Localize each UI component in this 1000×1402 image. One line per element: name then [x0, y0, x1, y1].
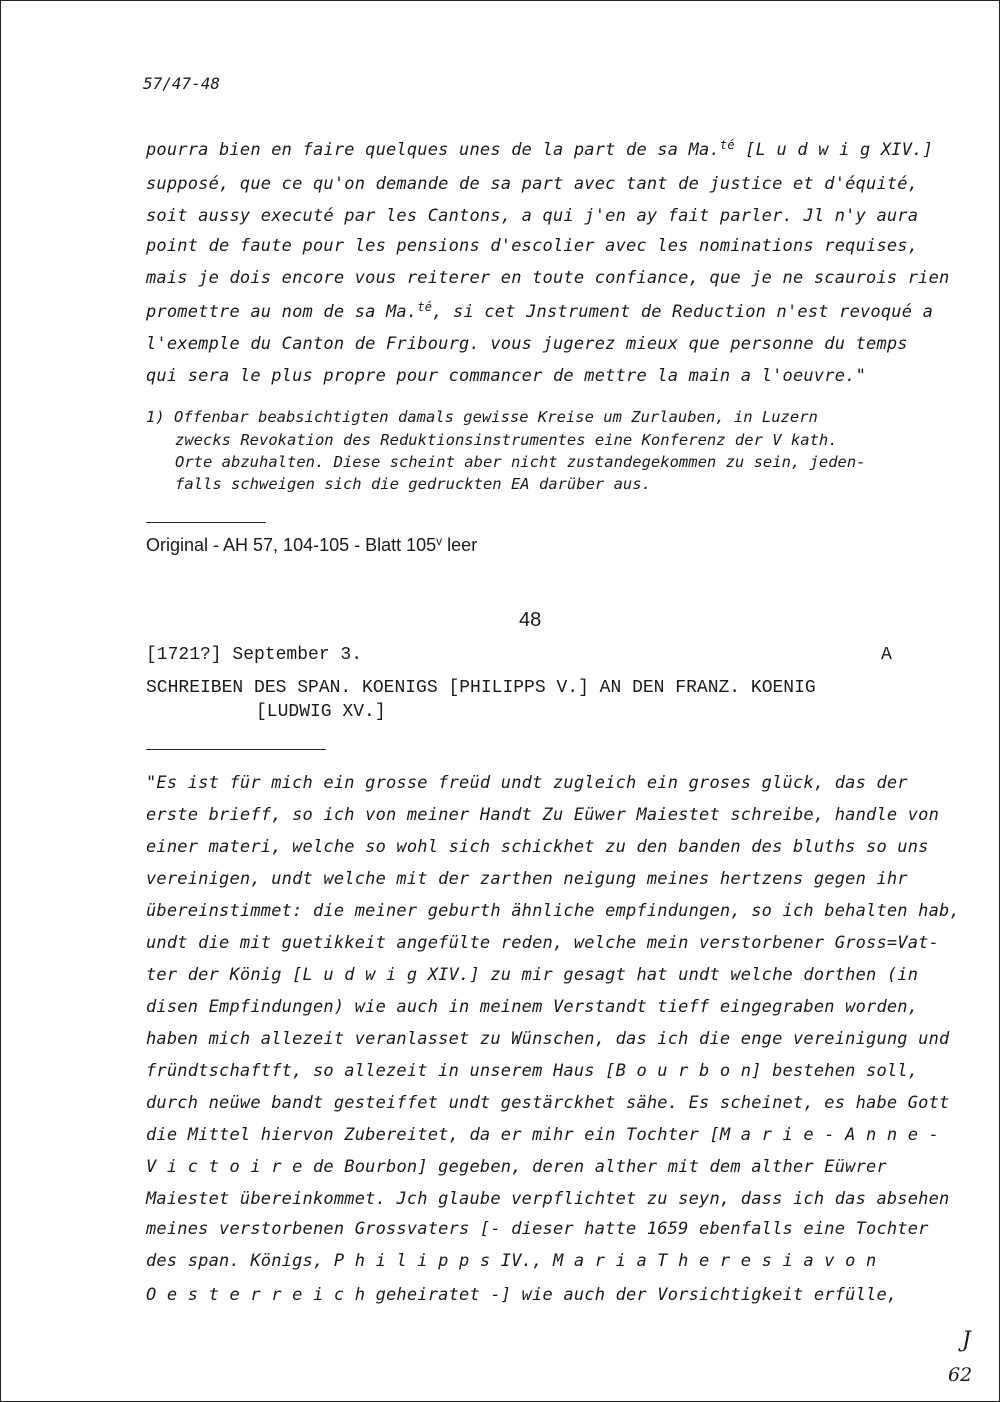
- letter1-line-1: pourra bien en faire quelques unes de la part de sa Ma.$^{té}$ [L u d w i g XIV.]: [146, 138, 934, 160]
- title-rule: [146, 749, 326, 750]
- letter1-line-3: soit aussy executé par les Cantons, a qui j'en ay fait parler. Jl n'y aura: [146, 206, 919, 226]
- document-number: 48: [519, 609, 542, 631]
- letter2-line-14: Maiestet übereinkommet. Jch glaube verpflichtet zu seyn, dass ich das absehen: [146, 1189, 950, 1209]
- letter1-line-7: l'exemple du Canton de Fribourg. vous jugerez mieux que personne du temps: [146, 334, 908, 354]
- handwritten-page-number: 62: [948, 1364, 973, 1386]
- handwritten-check-mark: J: [962, 1328, 971, 1353]
- footnote-line-3: Orte abzuhalten. Diese scheint aber nicht zustandegekommen zu sein, jeden-: [175, 453, 866, 471]
- document-title-line-2: [LUDWIG XV.]: [256, 702, 386, 722]
- letter2-line-7: ter der König [L u d w i g XIV.] zu mir gesagt hat undt welche dorthen (in: [146, 965, 919, 985]
- letter2-line-5: übereinstimmet: die meiner geburth ähnliche empfindungen, so ich behalten hab,: [146, 901, 960, 921]
- letter1-line-5: mais je dois encore vous reiterer en toute confiance, que je ne scaurois rien: [146, 268, 950, 288]
- letter2-line-17: O e s t e r r e i c h geheiratet -] wie auch der Vorsichtigkeit erfülle,: [146, 1285, 898, 1305]
- document-title-line-1: SCHREIBEN DES SPAN. KOENIGS [PHILIPPS V.] AN DEN FRANZ. KOENIG: [146, 678, 816, 698]
- letter1-line-8: qui sera le plus propre pour commancer de mettre la main a l'oeuvre.": [146, 366, 867, 386]
- letter2-line-6: undt die mit guetikkeit angefülte reden, welche mein verstorbener Gross=Vat-: [146, 933, 940, 953]
- letter2-line-3: einer materi, welche so wohl sich schickhet zu den banden des bluths so uns: [146, 837, 929, 857]
- letter2-line-15: meines verstorbenen Grossvaters [- dieser hatte 1659 ebenfalls eine Tochter: [146, 1219, 929, 1239]
- letter2-line-13: V i c t o i r e de Bourbon] gegeben, deren alther mit dem alther Eüwrer: [146, 1157, 887, 1177]
- letter1-line-4: point de faute pour les pensions d'escolier avec les nominations requises,: [146, 236, 919, 256]
- letter2-line-4: vereinigen, undt welche mit der zarthen neigung meines hertzens gegen ihr: [146, 869, 908, 889]
- letter2-line-2: erste brieff, so ich von meiner Handt Zu Eüwer Maiestet schreibe, handle von: [146, 805, 940, 825]
- footnote-line-4: falls schweigen sich die gedruckten EA darüber aus.: [175, 475, 651, 493]
- letter2-line-1: "Es ist für mich ein grosse freüd undt zugleich ein groses glück, das der: [146, 773, 908, 793]
- footnote-line-1: 1) Offenbar beabsichtigten damals gewisse Kreise um Zurlauben, in Luzern: [146, 408, 818, 426]
- separator-rule: [146, 522, 266, 523]
- letter2-line-16: des span. Königs, P h i l i p p s IV., M a r i a T h e r e s i a v o n: [146, 1251, 877, 1271]
- letter2-line-8: disen Empfindungen) wie auch in meinem Verstandt tieff eingegraben worden,: [146, 997, 919, 1017]
- archive-letter-mark: A: [881, 645, 892, 665]
- letter2-line-10: fründtschaftft, so allezeit in unserem Haus [B o u r b o n] bestehen soll,: [146, 1061, 919, 1081]
- letter2-line-12: die Mittel hiervon Zubereitet, da er mihr ein Tochter [M a r i e - A n n e -: [146, 1125, 940, 1145]
- letter2-line-11: durch neüwe bandt gesteiffet undt gestärckhet sähe. Es scheinet, es habe Gott: [146, 1093, 950, 1113]
- original-note: Original - AH 57, 104-105 - Blatt 105$^v$ leer: [146, 534, 478, 555]
- letter1-line-2: supposé, que ce qu'on demande de sa part avec tant de justice et d'équité,: [146, 174, 919, 194]
- letter2-line-9: haben mich allezeit veranlasset zu Wünschen, das ich die enge vereinigung und: [146, 1029, 950, 1049]
- page-reference: 57/47-48: [143, 74, 221, 93]
- footnote-line-2: zwecks Revokation des Reduktionsinstrumentes eine Konferenz der V kath.: [175, 431, 838, 449]
- letter1-line-6: promettre au nom de sa Ma.$^{té}$, si cet Jnstrument de Reduction n'est revoqué a: [146, 300, 934, 322]
- document-date: [1721?] September 3.: [146, 645, 363, 665]
